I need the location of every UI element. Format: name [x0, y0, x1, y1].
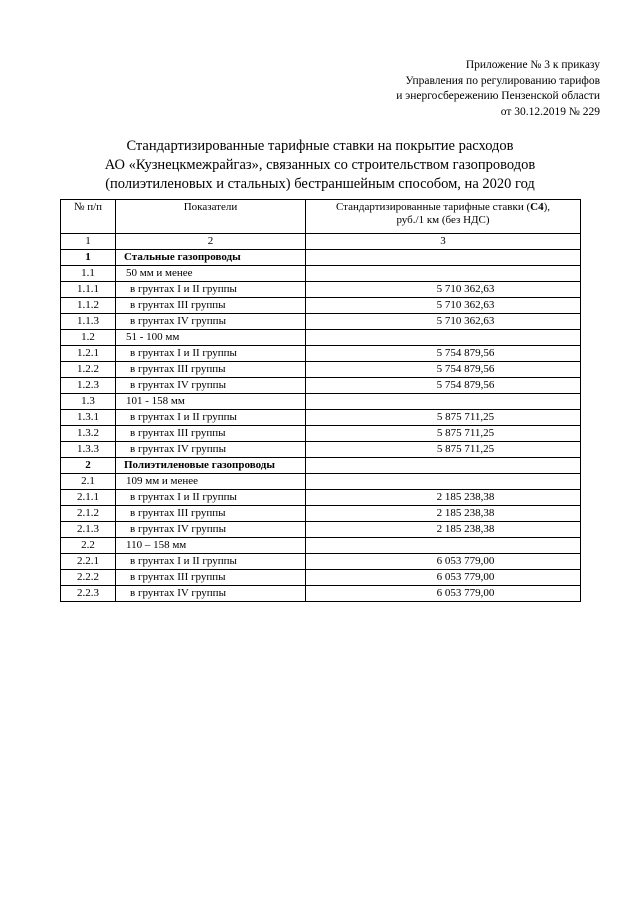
header-value-prefix: Стандартизированные тарифные ставки ( [335, 201, 531, 213]
row-indicator: в грунтах IV группы [116, 378, 306, 394]
table-row [61, 570, 581, 586]
row-number: 2.1.3 [61, 522, 116, 538]
row-number: 2.1.2 [61, 506, 116, 522]
header-value-unit: руб./1 км (без НДС) [396, 214, 490, 226]
table-row [61, 362, 581, 378]
row-rate: 5 710 362,63 [306, 298, 581, 314]
table-row [61, 266, 581, 282]
row-indicator: в грунтах IV группы [116, 314, 306, 330]
tariff-rates-table [60, 199, 581, 602]
table-row [61, 250, 581, 266]
appendix-note [396, 58, 600, 120]
row-indicator: Стальные газопроводы [116, 250, 306, 266]
row-indicator: в грунтах I и II группы [116, 282, 306, 298]
row-indicator: в грунтах III группы [116, 362, 306, 378]
title-line-3: (полиэтиленовых и стальных) бестраншейным способом, на 2020 год [105, 176, 535, 192]
table-header-row [61, 200, 581, 234]
title-line-1: Стандартизированные тарифные ставки на покрытие расходов [126, 138, 514, 154]
row-number: 2.2.3 [61, 586, 116, 602]
appendix-line-3: и энергосбережению Пензенской области [396, 90, 600, 102]
row-indicator: в грунтах III группы [116, 570, 306, 586]
row-rate: 5 875 711,25 [306, 442, 581, 458]
row-indicator: 101 - 158 мм [116, 394, 306, 410]
table-row [61, 330, 581, 346]
header-name: Показатели [116, 200, 306, 234]
row-number: 1.2.2 [61, 362, 116, 378]
row-rate: 5 710 362,63 [306, 282, 581, 298]
table-row [61, 506, 581, 522]
table-index-row [61, 234, 581, 250]
row-number: 2.2.2 [61, 570, 116, 586]
row-number: 1.1.3 [61, 314, 116, 330]
row-number: 1 [61, 250, 116, 266]
row-number: 1.3.3 [61, 442, 116, 458]
table-row [61, 394, 581, 410]
row-rate [306, 394, 581, 410]
row-indicator: в грунтах IV группы [116, 586, 306, 602]
index-cell-2: 2 [116, 234, 306, 250]
table-row [61, 378, 581, 394]
table-row [61, 474, 581, 490]
appendix-line-4: от 30.12.2019 № 229 [500, 105, 600, 118]
row-rate: 2 185 238,38 [306, 522, 581, 538]
table-body [61, 250, 581, 602]
row-number: 2.1 [61, 474, 116, 490]
table-row [61, 586, 581, 602]
row-number: 2.1.1 [61, 490, 116, 506]
row-number: 1.3.2 [61, 426, 116, 442]
row-indicator: 109 мм и менее [116, 474, 306, 490]
row-indicator: в грунтах I и II группы [116, 554, 306, 570]
row-indicator: в грунтах IV группы [116, 522, 306, 538]
row-indicator: в грунтах I и II группы [116, 346, 306, 362]
row-number: 1.2 [61, 330, 116, 346]
row-number: 1.1.2 [61, 298, 116, 314]
row-indicator: 110 – 158 мм [116, 538, 306, 554]
row-rate [306, 330, 581, 346]
row-number: 2 [61, 458, 116, 474]
header-value [306, 200, 581, 234]
row-indicator: Полиэтиленовые газопроводы [116, 458, 306, 474]
row-number: 2.2 [61, 538, 116, 554]
header-value-code: С4 [530, 201, 544, 213]
header-value-suffix: ), [543, 201, 551, 213]
row-number: 1.3 [61, 394, 116, 410]
row-rate: 5 875 711,25 [306, 426, 581, 442]
table-row [61, 314, 581, 330]
row-rate: 5 875 711,25 [306, 410, 581, 426]
index-cell-3: 3 [306, 234, 581, 250]
row-rate: 5 754 879,56 [306, 346, 581, 362]
row-number: 2.2.1 [61, 554, 116, 570]
row-rate: 6 053 779,00 [306, 554, 581, 570]
table-row [61, 538, 581, 554]
table-row [61, 522, 581, 538]
row-rate: 2 185 238,38 [306, 490, 581, 506]
row-rate [306, 538, 581, 554]
row-number: 1.2.1 [61, 346, 116, 362]
row-number: 1.1 [61, 266, 116, 282]
row-rate [306, 250, 581, 266]
table-row [61, 298, 581, 314]
index-cell-1: 1 [61, 234, 116, 250]
row-number: 1.3.1 [61, 410, 116, 426]
row-number: 1.2.3 [61, 378, 116, 394]
row-rate [306, 474, 581, 490]
row-indicator: в грунтах I и II группы [116, 410, 306, 426]
table-row [61, 282, 581, 298]
row-indicator: в грунтах III группы [116, 506, 306, 522]
row-indicator: в грунтах I и II группы [116, 490, 306, 506]
row-rate: 5 710 362,63 [306, 314, 581, 330]
row-indicator: в грунтах III группы [116, 298, 306, 314]
appendix-line-2: Управления по регулированию тарифов [405, 74, 600, 87]
document-title [60, 137, 580, 194]
table-row [61, 554, 581, 570]
table-row [61, 426, 581, 442]
row-rate: 5 754 879,56 [306, 362, 581, 378]
row-indicator: в грунтах IV группы [116, 442, 306, 458]
header-num: № п/п [61, 200, 116, 234]
table-row [61, 410, 581, 426]
table-row [61, 458, 581, 474]
row-rate: 6 053 779,00 [306, 570, 581, 586]
row-rate: 2 185 238,38 [306, 506, 581, 522]
row-indicator: 51 - 100 мм [116, 330, 306, 346]
appendix-line-1: Приложение № 3 к приказу [465, 59, 600, 71]
table-row [61, 442, 581, 458]
row-rate [306, 266, 581, 282]
table-row [61, 490, 581, 506]
row-number: 1.1.1 [61, 282, 116, 298]
row-rate: 6 053 779,00 [306, 586, 581, 602]
title-line-2: АО «Кузнецкмежрайгаз», связанных со строительством газопроводов [104, 157, 536, 173]
row-indicator: 50 мм и менее [116, 266, 306, 282]
row-indicator: в грунтах III группы [116, 426, 306, 442]
row-rate: 5 754 879,56 [306, 378, 581, 394]
table-row [61, 346, 581, 362]
row-rate [306, 458, 581, 474]
